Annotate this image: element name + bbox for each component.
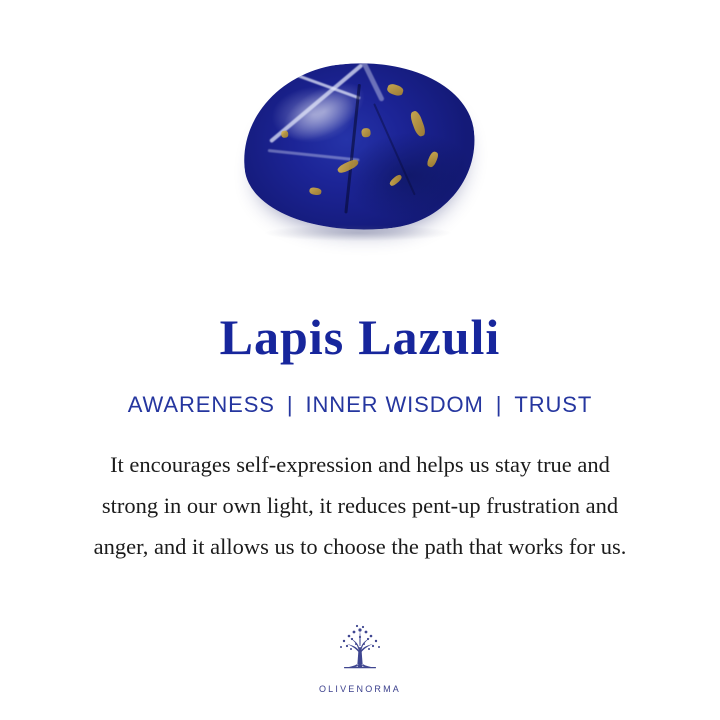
page-title <box>220 308 501 366</box>
description-text <box>30 444 690 567</box>
brand-name: OLIVENORMA <box>318 684 401 694</box>
pyrite-fleck <box>426 150 440 168</box>
brand-logo <box>0 618 720 694</box>
keyword-separator: | <box>286 392 294 417</box>
title-word-one: Lapis <box>219 309 345 365</box>
lapis-lazuli-stone-image <box>235 55 485 245</box>
keyword-awareness: AWARENESS <box>127 392 275 417</box>
keyword-list <box>128 392 592 418</box>
calcite-vein <box>268 149 360 162</box>
description-line-3: anger, and it allows us to choose the path that works for us. <box>93 534 627 559</box>
stone-image-area <box>0 0 720 290</box>
stone-drop-shadow <box>265 225 451 241</box>
stone-body <box>235 51 483 242</box>
pyrite-fleck <box>386 83 404 97</box>
stone-highlight <box>274 70 375 153</box>
keyword-trust: TRUST <box>514 392 593 417</box>
pyrite-fleck <box>388 173 403 187</box>
pyrite-fleck <box>309 187 322 196</box>
pyrite-fleck <box>361 128 371 138</box>
pyrite-fleck <box>281 130 289 138</box>
keyword-inner-wisdom: INNER WISDOM <box>305 392 484 417</box>
keyword-separator: | <box>495 392 503 417</box>
pyrite-fleck <box>409 110 427 138</box>
description-line-1: It encourages self-expression and helps us stay true and <box>110 452 610 477</box>
tree-of-life-icon <box>327 618 393 680</box>
title-word-two: Lazuli <box>358 309 501 365</box>
description-line-2: strong in our own light, it reduces pent-up frustration and <box>101 493 619 518</box>
